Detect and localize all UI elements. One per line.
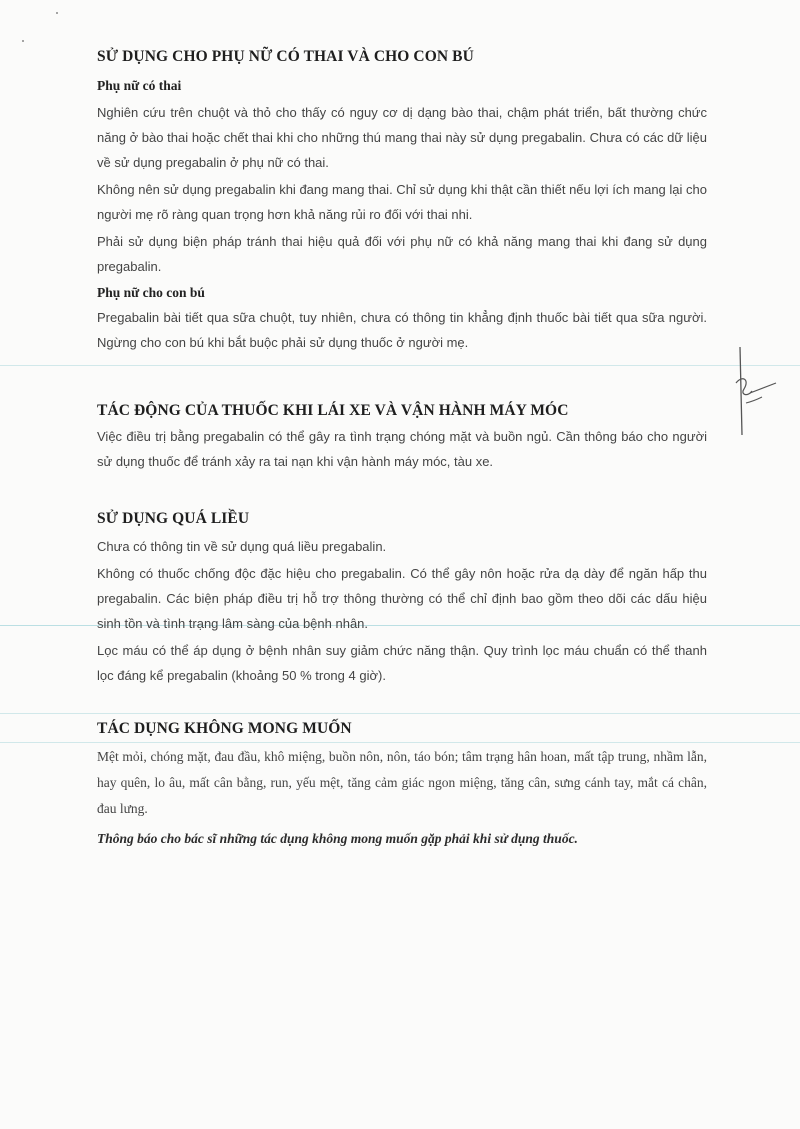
paragraph: Phải sử dụng biện pháp tránh thai hiệu quả đối với phụ nữ có khả năng mang thai khi đang sử dụng pregabalin. xyxy=(97,234,707,274)
scan-line xyxy=(0,713,800,714)
paragraph: Lọc máu có thể áp dụng ở bệnh nhân suy giảm chức năng thận. Quy trình lọc máu chuẩn có thể thanh lọc đáng kể pregabalin (khoảng 50 % trong 4 giờ). xyxy=(97,643,707,683)
paragraph: Không nên sử dụng pregabalin khi đang mang thai. Chỉ sử dụng khi thật cần thiết nếu lợi ích mang lại cho người mẹ rõ ràng quan trọng hơn khả năng rủi ro đối với thai nhi. xyxy=(97,182,707,222)
section-adverse-effects xyxy=(97,720,707,851)
paragraph: Chưa có thông tin về sử dụng quá liều pregabalin. xyxy=(97,539,387,554)
adverse-effects-notice: Thông báo cho bác sĩ những tác dụng không mong muốn gặp phải khi sử dụng thuốc. xyxy=(97,831,578,846)
subheading-pregnant-women: Phụ nữ có thai xyxy=(97,78,182,93)
section-title-overdose: SỬ DỤNG QUÁ LIỀU xyxy=(97,510,250,527)
subheading-breastfeeding: Phụ nữ cho con bú xyxy=(97,285,205,300)
scan-speck xyxy=(56,12,58,14)
section-overdose xyxy=(97,510,707,688)
section-title-adverse-effects: TÁC DỤNG KHÔNG MONG MUỐN xyxy=(97,720,352,737)
handwritten-initial-mark xyxy=(728,345,783,440)
paragraph: Không có thuốc chống độc đặc hiệu cho pregabalin. Có thể gây nôn hoặc rửa dạ dày để ngăn hấp thu pregabalin. Các biện pháp điều trị hỗ trợ thông thường có thể chỉ định bao gồm theo dõi các dấu hiệu sinh tồn và tình trạng lâm sàng của bệnh nhân. xyxy=(97,566,707,631)
paragraph: Mệt mỏi, chóng mặt, đau đầu, khô miệng, buồn nôn, nôn, táo bón; tâm trạng hân hoan, mất tập trung, nhầm lẫn, hay quên, lo âu, mất cân bằng, run, yếu mệt, tăng cảm giác ngon miệng, tăng cân, sưng cánh tay, mắt cá chân, đau lưng. xyxy=(97,749,707,816)
scan-speck xyxy=(22,40,24,42)
scan-line xyxy=(0,365,800,366)
section-pregnancy xyxy=(97,44,707,355)
section-driving xyxy=(97,402,707,474)
paragraph: Pregabalin bài tiết qua sữa chuột, tuy nhiên, chưa có thông tin khẳng định thuốc bài tiết qua sữa người. Ngừng cho con bú khi bắt buộc phải sử dụng thuốc ở người mẹ. xyxy=(97,310,707,350)
paragraph: Việc điều trị bằng pregabalin có thể gây ra tình trạng chóng mặt và buồn ngủ. Cần thông báo cho người sử dụng thuốc để tránh xảy ra tai nạn khi vận hành máy móc, tàu xe. xyxy=(97,429,707,469)
paragraph: Nghiên cứu trên chuột và thỏ cho thấy có nguy cơ dị dạng bào thai, chậm phát triển, bất thường chức năng ở bào thai hoặc chết thai khi cho những thú mang thai này sử dụng pregabalin. Chưa có các dữ liệu về sử dụng pregabalin ở phụ nữ có thai. xyxy=(97,105,707,170)
section-title-driving: TÁC ĐỘNG CỦA THUỐC KHI LÁI XE VÀ VẬN HÀNH MÁY MÓC xyxy=(97,402,569,419)
section-title-pregnancy: SỬ DỤNG CHO PHỤ NỮ CÓ THAI VÀ CHO CON BÚ xyxy=(97,48,474,65)
